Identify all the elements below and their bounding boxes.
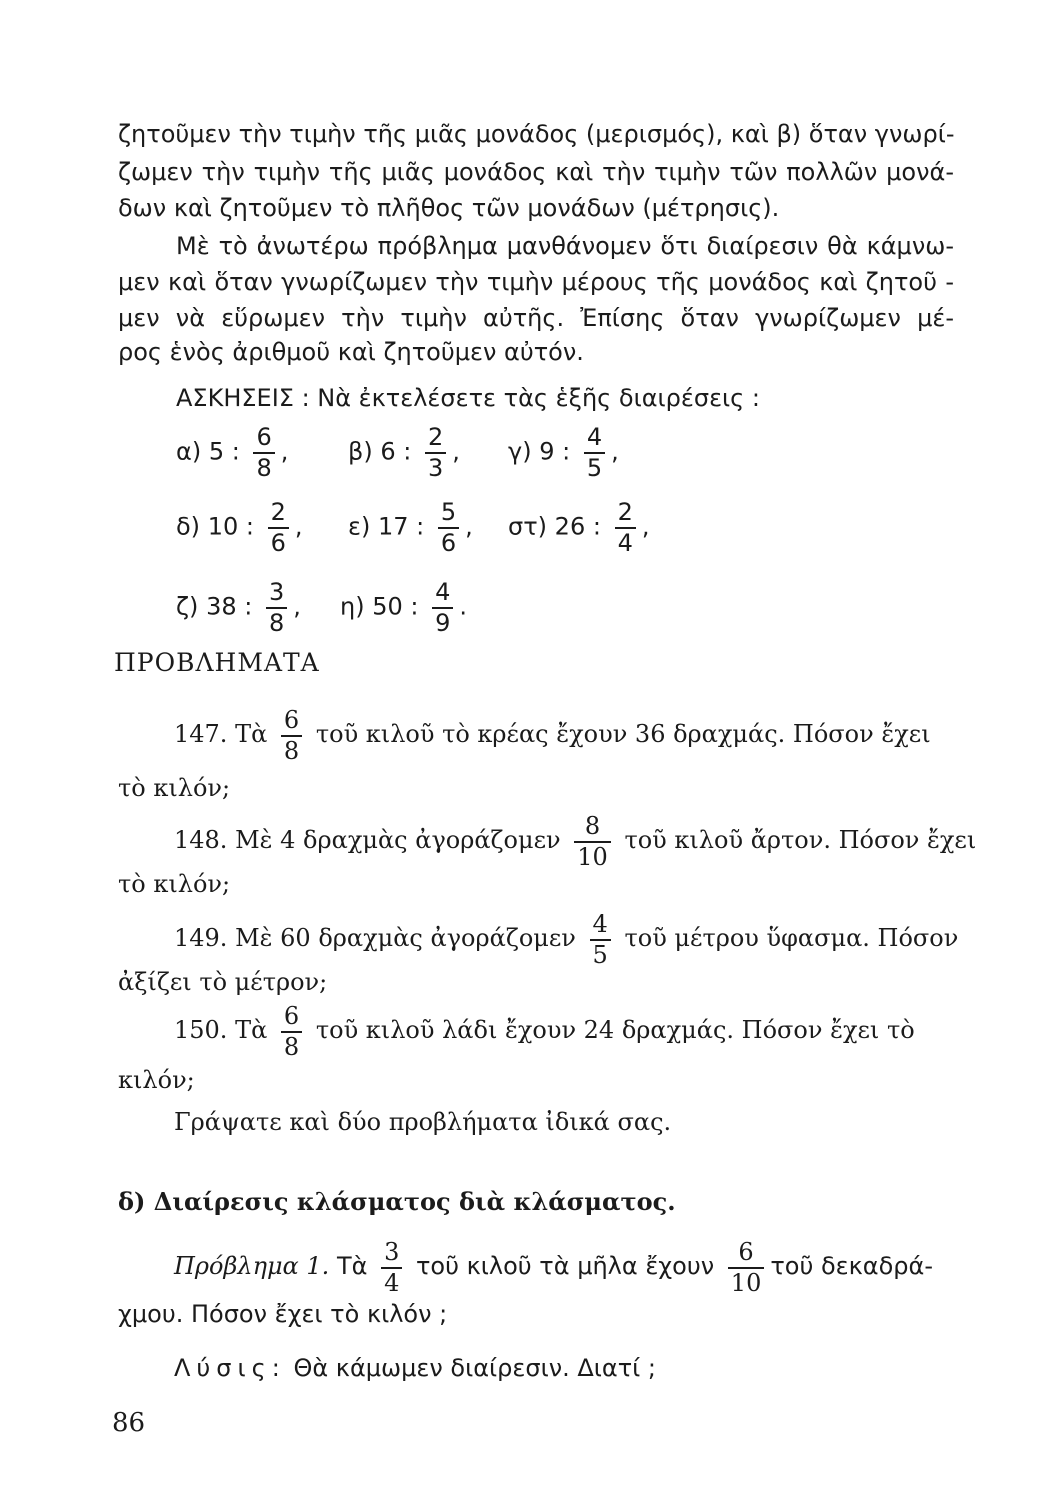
problem-1-label: Πρόβλημα 1. — [174, 1252, 330, 1280]
paragraph-1-line-1: ζητοῦμεν τὴν τιμὴν τῆς μιᾶς μονάδος (μερισμός), καὶ β) ὅταν γνωρί- — [118, 120, 955, 148]
problem-147: 147. Τὰ $\frac{6}{8}$ τοῦ κιλοῦ τὸ κρέας ἔχουν 36 δραχμάς. Πόσον ἔχει — [174, 706, 931, 765]
problem-1: Πρόβλημα 1. Τὰ $\frac{3}{4}$ τοῦ κιλοῦ τὰ μῆλα ἔχουν $\frac{6}{10}$ τοῦ δεκαδρά- — [174, 1237, 934, 1297]
exercise-item: γ) 9 : $\frac{4}{5}$ , — [508, 423, 619, 482]
exercise-item: δ) 10 : $\frac{2}{6}$ , — [176, 498, 303, 557]
problem-150: 150. Τὰ $\frac{6}{8}$ τοῦ κιλοῦ λάδι ἔχουν 24 δραχμάς. Πόσον ἔχει τὸ — [174, 1002, 915, 1061]
fraction: $\frac{6}{10}$ — [728, 1240, 765, 1295]
solution-label: Λύσις: — [174, 1354, 286, 1382]
problem-147-cont: τὸ κιλόν; — [118, 774, 231, 802]
paragraph-1-line-3: δων καὶ ζητοῦμεν τὸ πλῆθος τῶν μονάδων (μέτρησις). — [118, 194, 780, 222]
fraction: $\frac{5}{6}$ — [438, 500, 459, 555]
problem-150-cont: κιλόν; — [118, 1066, 195, 1094]
exercise-item: α) 5 : $\frac{6}{8}$ , — [176, 423, 289, 482]
problem-149-cont: ἀξίζει τὸ μέτρον; — [118, 968, 328, 996]
fraction: $\frac{4}{9}$ — [432, 580, 453, 635]
fraction: $\frac{8}{10}$ — [574, 814, 611, 869]
problems-title: ΠΡΟΒΛΗΜΑΤΑ — [114, 648, 320, 677]
fraction: $\frac{3}{8}$ — [266, 580, 287, 635]
fraction: $\frac{2}{6}$ — [268, 500, 289, 555]
paragraph-2-line-2: μεν καὶ ὅταν γνωρίζωμεν τὴν τιμὴν μέρους τῆς μονάδος καὶ ζητοῦ - — [118, 268, 954, 296]
solution-line: Λύσις: Θὰ κάμωμεν διαίρεσιν. Διατί ; — [174, 1354, 656, 1382]
paragraph-2-line-4: ρος ἑνὸς ἀριθμοῦ καὶ ζητοῦμεν αὐτόν. — [118, 338, 584, 366]
paragraph-1-line-2: ζωμεν τὴν τιμὴν τῆς μιᾶς μονάδος καὶ τὴν τιμὴν τῶν πολλῶν μονά- — [118, 158, 954, 186]
fraction: $\frac{2}{3}$ — [425, 425, 446, 480]
problem-148-cont: τὸ κιλόν; — [118, 870, 231, 898]
own-problems-note: Γράψατε καὶ δύο προβλήματα ἰδικά σας. — [174, 1108, 672, 1136]
exercise-item: η) 50 : $\frac{4}{9}$ . — [340, 578, 468, 637]
paragraph-2-line-3: μεν νὰ εὕρωμεν τὴν τιμὴν αὐτῆς. Ἐπίσης ὅταν γνωρίζωμεν μέ- — [118, 304, 954, 332]
exercises-title: ΑΣΚΗΣΕΙΣ : Νὰ ἐκτελέσετε τὰς ἑξῆς διαιρέσεις : — [176, 384, 760, 412]
page-number: 86 — [112, 1408, 146, 1438]
fraction: $\frac{6}{8}$ — [253, 425, 274, 480]
exercise-item: ε) 17 : $\frac{5}{6}$ , — [348, 498, 473, 557]
problem-148: 148. Μὲ 4 δραχμὰς ἀγοράζομεν $\frac{8}{10}$ τοῦ κιλοῦ ἄρτον. Πόσον ἔχει — [174, 812, 977, 871]
exercise-item: β) 6 : $\frac{2}{3}$ , — [348, 423, 460, 482]
exercise-item: στ) 26 : $\frac{2}{4}$ , — [508, 498, 650, 557]
section-title: δ) Διαίρεσις κλάσματος διὰ κλάσματος. — [118, 1187, 676, 1216]
problem-149: 149. Μὲ 60 δραχμὰς ἀγοράζομεν $\frac{4}{5}$ τοῦ μέτρου ὕφασμα. Πόσον — [174, 910, 959, 969]
exercise-item: ζ) 38 : $\frac{3}{8}$ , — [176, 578, 301, 637]
fraction: $\frac{6}{8}$ — [281, 708, 302, 763]
problem-1-cont: χμου. Πόσον ἔχει τὸ κιλόν ; — [118, 1300, 448, 1328]
fraction: $\frac{6}{8}$ — [281, 1004, 302, 1059]
fraction: $\frac{4}{5}$ — [590, 912, 611, 967]
fraction: $\frac{2}{4}$ — [615, 500, 636, 555]
fraction: $\frac{3}{4}$ — [381, 1240, 402, 1295]
fraction: $\frac{4}{5}$ — [584, 425, 605, 480]
paragraph-2-line-1: Μὲ τὸ ἀνωτέρω πρόβλημα μανθάνομεν ὅτι διαίρεσιν θὰ κάμνω- — [176, 232, 954, 260]
